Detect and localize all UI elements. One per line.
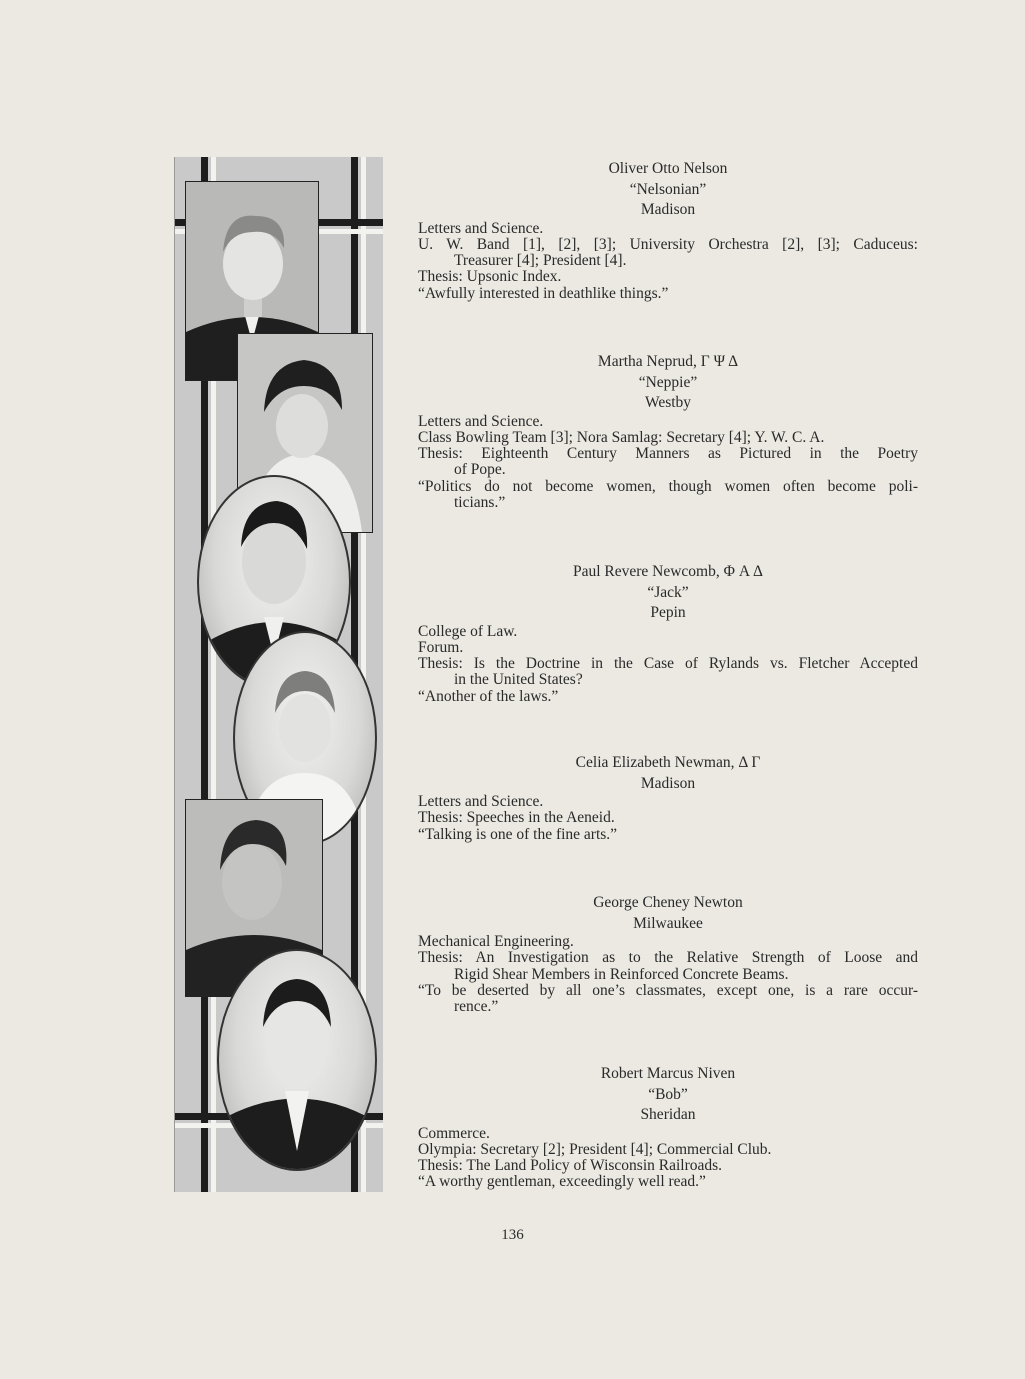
entry-line: College of Law. (418, 622, 518, 640)
student-hometown: Madison (640, 774, 696, 792)
entry-line: “Talking is one of the fine arts.” (418, 825, 618, 843)
student-entry (418, 562, 918, 705)
entry-line: “Awfully interested in deathlike things.” (418, 284, 669, 302)
entry-line: Letters and Science. (418, 793, 544, 810)
entry-line: Letters and Science. (418, 219, 544, 237)
student-nickname: “Nelsonian” (629, 180, 707, 198)
entry-line: rence.” (454, 998, 499, 1016)
photo-strip (174, 157, 383, 1192)
entry-line: Letters and Science. (418, 412, 544, 430)
portrait-man-icon (219, 951, 375, 1169)
entry-line: “To be deserted by all one’s classmates, except one, is a rare occur- (418, 981, 918, 999)
student-hometown: Westby (644, 394, 692, 411)
entry-line: of Pope. (454, 461, 506, 479)
entry-line: Treasurer [4]; President [4]. (454, 252, 627, 270)
entry-line: Forum. (418, 638, 464, 656)
student-nickname: “Neppie” (638, 373, 698, 391)
student-entry (418, 1064, 918, 1191)
entry-line: “Another of the laws.” (418, 687, 559, 705)
entry-line: U. W. Band [1], [2], [3]; University Orchestra [2], [3]; Caduceus: (418, 235, 918, 253)
entry-line: “A worthy gentleman, exceedingly well read.” (418, 1173, 706, 1191)
entry-line: Thesis: Upsonic Index. (418, 268, 562, 286)
entry-line: Thesis: The Land Policy of Wisconsin Railroads. (418, 1157, 723, 1175)
student-entry (418, 159, 918, 302)
entry-line: Commerce. (418, 1124, 490, 1142)
student-hometown: Pepin (650, 604, 686, 621)
student-nickname: “Bob” (648, 1085, 688, 1103)
entry-line: Mechanical Engineering. (418, 933, 574, 950)
student-entry (418, 893, 918, 1015)
entry-line: ticians.” (454, 493, 506, 511)
page-number: 136 (501, 1227, 524, 1243)
student-name: George Cheney Newton (593, 894, 743, 911)
student-nickname: “Jack” (647, 583, 689, 601)
entry-line: Thesis: Speeches in the Aeneid. (418, 809, 615, 827)
student-entry (418, 352, 918, 511)
student-name: Robert Marcus Niven (600, 1065, 736, 1082)
student-name: Celia Elizabeth Newman, Δ Γ (575, 754, 761, 771)
entry-line: Thesis: Eighteenth Century Manners as Pictured in the Poetry (418, 445, 918, 463)
student-name: Martha Neprud, Γ Ψ Δ (597, 353, 739, 370)
entry-line: Thesis: Is the Doctrine in the Case of Rylands vs. Fletcher Accepted (418, 655, 918, 673)
entry-line: “Politics do not become women, though women often become poli- (418, 477, 918, 495)
student-hometown: Madison (640, 201, 696, 218)
entry-line: Thesis: An Investigation as to the Relative Strength of Loose and (418, 949, 918, 967)
entry-line: Rigid Shear Members in Reinforced Concrete Beams. (454, 965, 789, 983)
student-entry (418, 753, 918, 843)
entry-line: in the United States? (454, 671, 583, 689)
entry-line: Class Bowling Team [3]; Nora Samlag: Secretary [4]; Y. W. C. A. (418, 428, 825, 446)
student-name: Oliver Otto Nelson (608, 160, 728, 177)
student-hometown: Milwaukee (633, 914, 703, 932)
student-name: Paul Revere Newcomb, Φ A Δ (572, 563, 764, 580)
portrait-photo-6 (217, 949, 377, 1171)
student-hometown: Sheridan (640, 1106, 696, 1123)
entry-line: Olympia: Secretary [2]; President [4]; Commercial Club. (418, 1140, 772, 1158)
